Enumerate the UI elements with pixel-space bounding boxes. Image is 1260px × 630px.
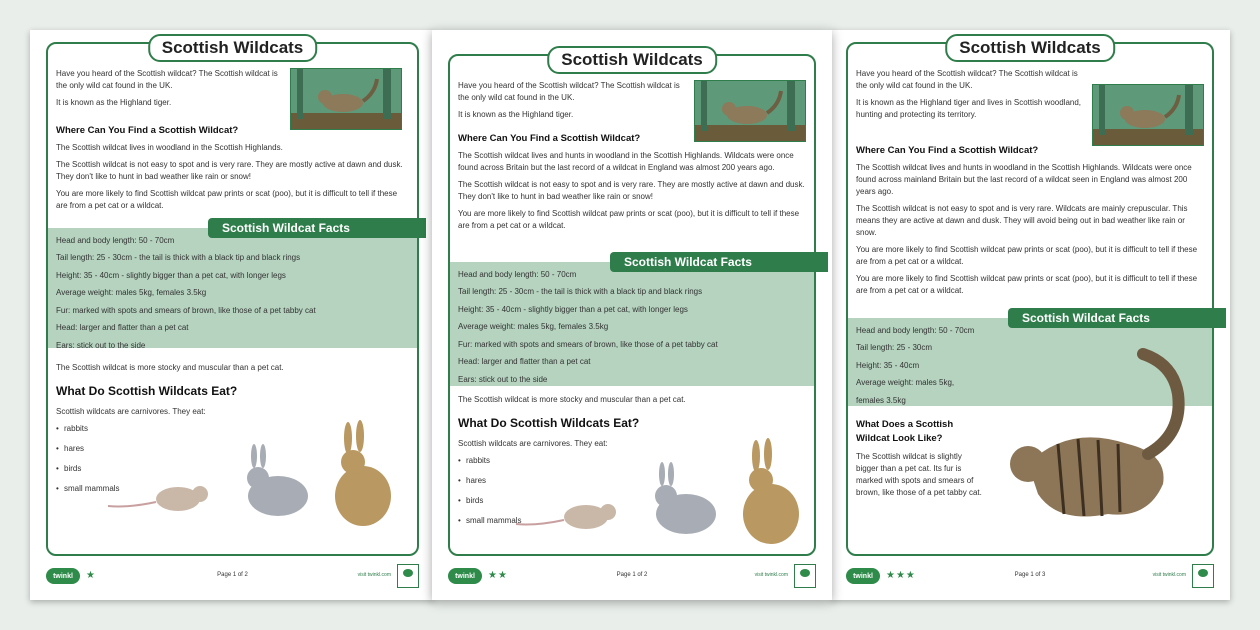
intro-section (856, 68, 1084, 126)
fact-item: Height: 35 - 40cm - slightly bigger than a pet cat, with longer legs (458, 304, 688, 314)
intro-text: Have you heard of the Scottish wildcat? The Scottish wildcat is the only wild cat found in the UK. (856, 69, 1078, 90)
intro-text-2: It is known as the Highland tiger. (458, 110, 574, 119)
grey-rabbit-drawing (655, 462, 716, 534)
where-para-3: You are more likely to find Scottish wildcat paw prints or scat (poo), but it is difficult to tell if these are from a pet cat or a wildcat. (458, 209, 800, 231)
wildcat-forest-illustration (1093, 85, 1203, 145)
where-heading: Where Can You Find a Scottish Wildcat? (458, 133, 641, 144)
fact-item: Height: 35 - 40cm (856, 360, 920, 370)
difficulty-stars: ★ (86, 570, 96, 581)
eat-intro: Scottish wildcats are carnivores. They eat: (56, 407, 206, 416)
fact-item: Head and body length: 50 - 70cm (56, 235, 175, 245)
list-item: • rabbits (56, 423, 409, 443)
where-section (458, 128, 806, 237)
eat-intro: Scottish wildcats are carnivores. They eat: (458, 439, 608, 448)
fact-item: Fur: marked with spots and smears of brown, like those of a pet tabby cat (56, 305, 316, 315)
list-item: • birds (458, 495, 806, 515)
where-para-1: The Scottish wildcat lives in woodland in the Scottish Highlands. (56, 143, 283, 153)
intro-text: Have you heard of the Scottish wildcat? The Scottish wildcat is the only wild cat found in the UK. (56, 69, 278, 90)
page-title: Scottish Wildcats (945, 34, 1115, 62)
prey-animals-illustration (108, 424, 398, 534)
page-number: Page 1 of 2 (616, 572, 648, 578)
visit-link: visit twinkl.com (1152, 572, 1186, 578)
where-para-2: The Scottish wildcat is not easy to spot and is very rare. They are mostly active at dawn and dusk. They don't like to hunt in bad weather like rain or snow! (56, 160, 403, 182)
fact-item: females 3.5kg (856, 395, 906, 405)
where-para-2: The Scottish wildcat is not easy to spot and is very rare. They are mostly active at dawn and dusk. They don't like to hunt in bad weather like rain or snow! (458, 180, 805, 202)
list-item: • hares (56, 443, 409, 463)
where-section (856, 140, 1204, 302)
eat-heading: What Do Scottish Wildcats Eat? (56, 384, 238, 398)
page-frame (46, 38, 419, 556)
intro-text-2: It is known as the Highland tiger. (56, 98, 172, 107)
fact-item: Tail length: 25 - 30cm - the tail is thick with a black tip and black rings (458, 287, 703, 297)
prey-animals-illustration (516, 442, 806, 552)
difficulty-stars: ★★★ (886, 570, 916, 581)
fact-item: Tail length: 25 - 30cm - the tail is thick with a black tip and black rings (56, 253, 301, 263)
worksheet-page-1 (30, 30, 435, 600)
brown-hare-drawing (743, 438, 799, 544)
worksheet-page-3 (830, 30, 1230, 600)
fact-item: Ears: stick out to the side (56, 340, 146, 350)
difficulty-stars: ★★ (488, 570, 508, 581)
fact-item: Average weight: males 5kg, females 3.5kg (56, 288, 207, 298)
wildcat-running-illustration (998, 344, 1198, 534)
page-number: Page 1 of 2 (217, 572, 248, 578)
page-title: Scottish Wildcats (148, 34, 318, 62)
list-item: • hares (458, 475, 806, 495)
where-para-3: You are more likely to find Scottish wildcat paw prints or scat (poo), but it is difficult to tell if these are from a pet cat or a wildcat. (856, 245, 1198, 267)
fact-item: Height: 35 - 40cm - slightly bigger than a pet cat, with longer legs (56, 270, 286, 280)
worksheet-page-2 (432, 30, 832, 600)
where-para-1: The Scottish wildcat lives and hunts in woodland in the Scottish Highlands. Wildcats were once found across Britain but the last record of a wildcat in England was almost 200 years ago. (458, 151, 794, 173)
page-footer (448, 564, 816, 588)
fact-item: Average weight: males 5kg, (856, 378, 955, 388)
fact-item: Fur: marked with spots and smears of brown, like those of a pet tabby cat (458, 339, 718, 349)
where-heading: Where Can You Find a Scottish Wildcat? (56, 125, 239, 136)
quality-badge-icon (397, 564, 419, 588)
after-facts-text: The Scottish wildcat is more stocky and muscular than a pet cat. (56, 363, 284, 372)
list-item: • small mammals (458, 515, 806, 535)
visit-link: visit twinkl.com (754, 572, 788, 578)
wildcat-photo (1092, 84, 1204, 146)
page-footer (46, 564, 419, 588)
page-frame (448, 50, 816, 556)
after-facts-text: The Scottish wildcat is more stocky and muscular than a pet cat. (458, 395, 686, 404)
intro-text-2: It is known as the Highland tiger and lives in Scottish woodland, hunting and protecting its territory. (856, 98, 1082, 119)
fact-item: Average weight: males 5kg, females 3.5kg (458, 322, 609, 332)
fact-item: Ears: stick out to the side (458, 374, 548, 384)
facts-box (450, 262, 814, 386)
quality-badge-icon (794, 564, 816, 588)
page-footer (846, 564, 1214, 588)
look-heading: What Does a Scottish Wildcat Look Like? (856, 419, 954, 445)
page-frame (846, 38, 1214, 556)
fact-item: Tail length: 25 - 30cm (856, 343, 933, 353)
fact-item: Head: larger and flatter than a pet cat (56, 323, 189, 333)
facts-box (848, 318, 1018, 406)
list-item: • small mammals (56, 483, 409, 503)
mouse-drawing (516, 504, 616, 529)
quality-badge-icon (1192, 564, 1214, 588)
brown-hare-drawing (335, 420, 391, 526)
facts-ribbon: Scottish Wildcat Facts (610, 252, 828, 272)
fact-item: Head and body length: 50 - 70cm (856, 325, 975, 335)
intro-section (56, 68, 278, 114)
twinkl-logo: twinkl (448, 568, 482, 584)
where-para-3: You are more likely to find Scottish wildcat paw prints or scat (poo), but it is difficult to tell if these are from a pet cat or a wildcat. (56, 189, 398, 211)
mouse-drawing (108, 486, 208, 511)
eat-heading: What Do Scottish Wildcats Eat? (458, 416, 640, 430)
where-section (56, 120, 409, 217)
look-section (856, 414, 986, 504)
where-heading: Where Can You Find a Scottish Wildcat? (856, 145, 1039, 156)
visit-link: visit twinkl.com (357, 572, 391, 578)
page-title: Scottish Wildcats (547, 46, 717, 74)
fact-item: Head and body length: 50 - 70cm (458, 269, 577, 279)
intro-section (458, 80, 686, 126)
facts-ribbon: Scottish Wildcat Facts (1008, 308, 1226, 328)
facts-ribbon: Scottish Wildcat Facts (208, 218, 426, 238)
facts-box (48, 228, 417, 348)
grey-rabbit-drawing (247, 444, 308, 516)
where-para-1: The Scottish wildcat lives and hunts in woodland in the Scottish Highlands. Wildcats were once found across mainland Britain but the last record of a wildcat seen in England was almost 200 years ago. (856, 163, 1192, 197)
fact-item: Head: larger and flatter than a pet cat (458, 357, 591, 367)
page-number: Page 1 of 3 (1014, 572, 1046, 578)
twinkl-logo: twinkl (46, 568, 80, 584)
intro-text: Have you heard of the Scottish wildcat? The Scottish wildcat is the only wild cat found in the UK. (458, 81, 680, 102)
where-para-4: You are more likely to find Scottish wildcat paw prints or scat (poo), but it is difficult to tell if these are from a pet cat or a wildcat. (856, 274, 1198, 296)
twinkl-logo: twinkl (846, 568, 880, 584)
list-item: • birds (56, 463, 409, 483)
list-item: • rabbits (458, 455, 806, 475)
look-text: The Scottish wildcat is slightly bigger than a pet cat. Its fur is marked with spots and smears of brown, like those of a pet tabby cat. (856, 451, 982, 497)
where-para-2: The Scottish wildcat is not easy to spot and is very rare. Wildcats are mainly crepuscular. This means they are active at dawn and dusk. They will avoid being out in bad weather like rain or snow. (856, 204, 1188, 238)
